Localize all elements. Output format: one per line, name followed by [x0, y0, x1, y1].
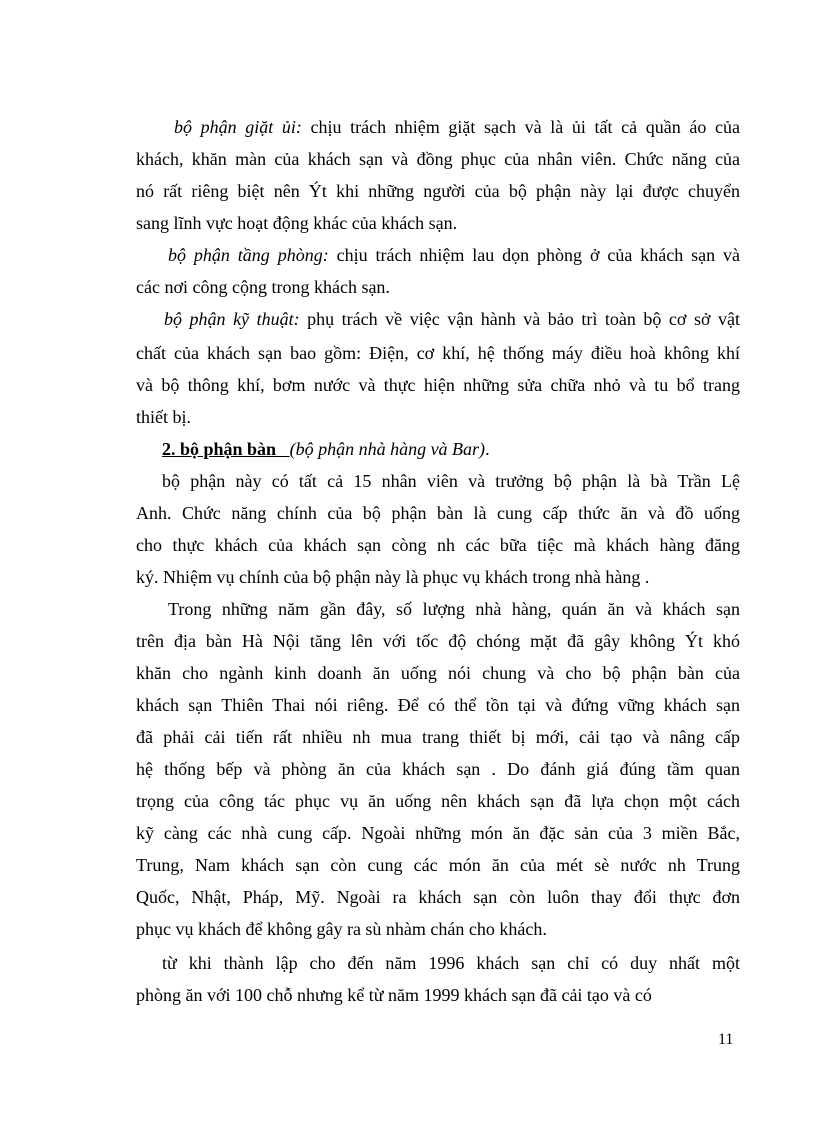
section-title: 2. bộ phận bàn	[162, 439, 277, 459]
text-line: ký. Nhiệm vụ chính của bộ phận này là phục vụ khách trong nhà hàng .	[136, 567, 650, 587]
text-line: nó rất riêng biệt nên Ýt khi những người của bộ phận này lại được chuyển	[136, 181, 740, 201]
text-line: khách sạn Thiên Thai nói riêng. Để có thể tồn tại và đứng vững khách sạn	[136, 695, 740, 715]
text-line	[136, 308, 740, 330]
text-line: khách, khăn màn của khách sạn và đồng phục của nhân viên. Chức năng của	[136, 149, 740, 169]
text-line: Trung, Nam khách sạn còn cung các món ăn của mét sè nước nh Trung	[136, 855, 740, 875]
section-subtitle-end: .	[485, 439, 490, 459]
text-line: các nơi công cộng trong khách sạn.	[136, 277, 390, 297]
line-text: chịu trách nhiệm giặt sạch và là ủi tất cả quần áo của	[310, 117, 741, 137]
text-line: hệ thống bếp và phòng ăn của khách sạn . Do đánh giá đúng tầm quan	[136, 759, 740, 779]
text-line: chất của khách sạn bao gồm: Điện, cơ khí, hệ thống máy điều hoà không khí	[136, 343, 740, 363]
text-line: thiết bị.	[136, 407, 191, 427]
text-line: từ khi thành lập cho đến năm 1996 khách sạn chỉ có duy nhất một	[162, 953, 740, 973]
line-text: phụ trách về việc vận hành và bảo trì toàn bộ cơ sở vật	[307, 309, 741, 329]
text-line: trọng của công tác phục vụ ăn uống nên khách sạn đã lựa chọn một cách	[136, 791, 740, 811]
text-line: kỹ càng các nhà cung cấp. Ngoài những món ăn đặc sản của 3 miền Bắc,	[136, 823, 740, 843]
text-line: Quốc, Nhật, Pháp, Mỹ. Ngoài ra khách sạn còn luôn thay đổi thực đơn	[136, 887, 740, 907]
text-line: phòng ăn với 100 chỗ nhưng kể từ năm 1999 khách sạn đã cải tạo và có	[136, 985, 652, 1005]
term-label: bộ phận giặt ủi:	[174, 117, 302, 137]
text-line: và bộ thông khí, bơm nước và thực hiện những sửa chữa nhỏ và tu bổ trang	[136, 375, 740, 395]
section-subtitle: (bộ phận nhà hàng và Bar)	[289, 439, 486, 459]
text-line	[136, 116, 740, 138]
text-line: phục vụ khách để không gây ra sù nhàm chán cho khách.	[136, 919, 547, 939]
text-line: cho thực khách của khách sạn còng nh các bữa tiệc mà khách hàng đăng	[136, 535, 740, 555]
section-heading	[136, 438, 740, 460]
page-number: 11	[718, 1031, 734, 1048]
text-line: khăn cho ngành kinh doanh ăn uống nói chung và cho bộ phận bàn của	[136, 663, 740, 683]
term-label: bộ phận tầng phòng:	[168, 245, 329, 265]
text-line: sang lĩnh vực hoạt động khác của khách sạn.	[136, 213, 458, 233]
term-label: bộ phận kỹ thuật:	[164, 309, 300, 329]
text-line: đã phải cải tiến rất nhiều nh mua trang thiết bị mới, cải tạo và nâng cấp	[136, 727, 740, 747]
text-line: Trong những năm gần đây, số lượng nhà hàng, quán ăn và khách sạn	[168, 599, 740, 619]
line-text: chịu trách nhiệm lau dọn phòng ở của khách sạn và	[336, 245, 741, 265]
text-line	[136, 244, 740, 266]
text-line: bộ phận này có tất cả 15 nhân viên và trưởng bộ phận là bà Trần Lệ	[162, 471, 740, 491]
text-line: trên địa bàn Hà Nội tăng lên với tốc độ chóng mặt đã gây không Ýt khó	[136, 631, 740, 651]
text-line: Anh. Chức năng chính của bộ phận bàn là cung cấp thức ăn và đồ uống	[136, 503, 740, 523]
